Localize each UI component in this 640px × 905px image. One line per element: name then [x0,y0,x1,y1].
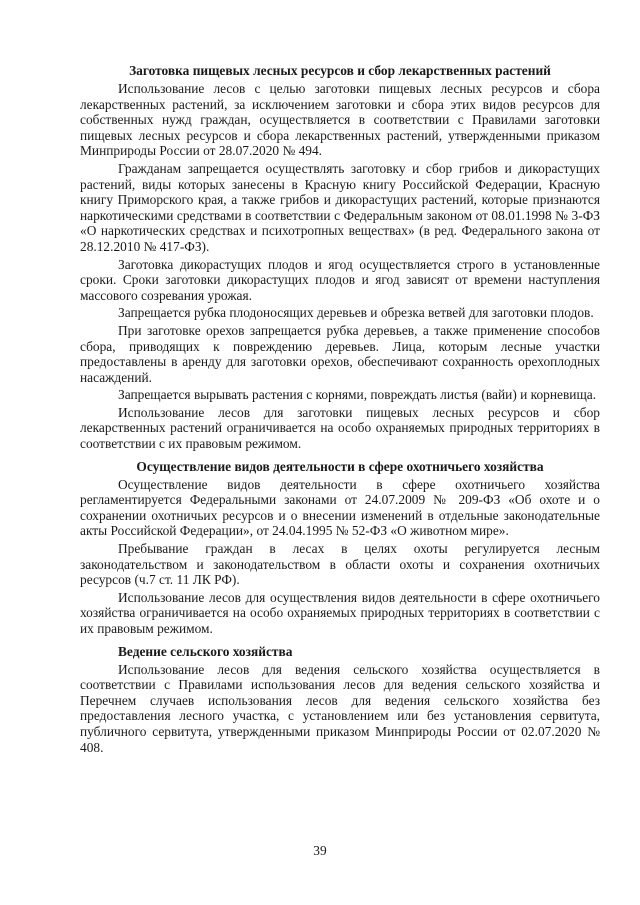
section-agriculture [80,643,600,756]
paragraph: Запрещается вырывать растения с корнями, повреждать листья (вайи) и корневища. [118,387,597,403]
paragraph: Запрещается рубка плодоносящих деревьев и обрезка ветвей для заготовки плодов. [118,305,594,321]
paragraph: Использование лесов для заготовки пищевых лесных ресурсов и сбор лекарственных растений ограничивается на особо охраняемых природных территориях в соответствии с их правовым режимом. [80,404,600,452]
paragraph: Осуществление видов деятельности в сфере охотничьего хозяйства регламентируется Федеральными законами от 24.07.2009 № 209-ФЗ «Об охоте и о сохранении охотничьих ресурсов и о внесении изменений в отдельные законодательные акты Российской Федерации», от 24.04.1995 № 52-ФЗ «О животном мире». [80,476,600,539]
section-hunting [80,458,600,637]
paragraph: Пребывание граждан в лесах в целях охоты регулируется лесным законодательством и законодательством в области охоты и сохранения охотничьих ресурсов (ч.7 ст. 11 ЛК РФ). [80,541,600,588]
paragraph: Использование лесов для осуществления видов деятельности в сфере охотничьего хозяйства ограничивается на особо охраняемых природных территориях в соответствии с их правовым режимом. [80,589,600,636]
paragraph: Использование лесов с целью заготовки пищевых лесных ресурсов и сбора лекарственных растений, за исключением заготовки и сбора этих видов ресурсов для собственных нужд граждан, осуществляется в соответствии с Правилами заготовки пищевых лесных ресурсов и сбора лекарственных растений, утвержденными приказом Минприроды России от 28.07.2020 № 494. [80,81,600,159]
paragraph: Заготовка дикорастущих плодов и ягод осуществляется строго в установленные сроки. Сроки заготовки дикорастущих плодов и ягод зависят от времени наступления массового созревания урожая. [80,256,600,303]
section-heading: Заготовка пищевых лесных ресурсов и сбор лекарственных растений [129,63,551,78]
section-heading: Ведение сельского хозяйства [118,643,293,659]
section-forest-food-resources [80,62,600,452]
page-number: 39 [313,843,327,858]
section-heading: Осуществление видов деятельности в сфере охотничьего хозяйства [136,458,544,474]
document-page [80,62,600,757]
paragraph: При заготовке орехов запрещается рубка деревьев, а также применение способов сбора, приводящих к повреждению деревьев. Лица, которым лесные участки предоставлены в аренду для заготовки орехов, обеспечивают сохранность орехоплодных насаждений. [80,322,600,385]
paragraph: Гражданам запрещается осуществлять заготовку и сбор грибов и дикорастущих растений, виды которых занесены в Красную книгу Российской Федерации, Красную книгу Приморского края, а также грибов и дикорастущих растений, которые признаются наркотическими средствами в соответствии с Федеральным законом от 08.01.1998 № 3-ФЗ «О наркотических средствах и психотропных веществах» (в ред. Федерального закона от 28.12.2010 № 417-ФЗ). [80,160,600,254]
paragraph: Использование лесов для ведения сельского хозяйства осуществляется в соответствии с Правилами использования лесов для ведения сельского хозяйства и Перечнем случаев использования лесов для ведения сельского хозяйства без предоставления лесного участка, с установлением или без установления сервитута, публичного сервитута, утвержденными приказом Минприроды России от 02.07.2020 № 408. [80,661,600,755]
